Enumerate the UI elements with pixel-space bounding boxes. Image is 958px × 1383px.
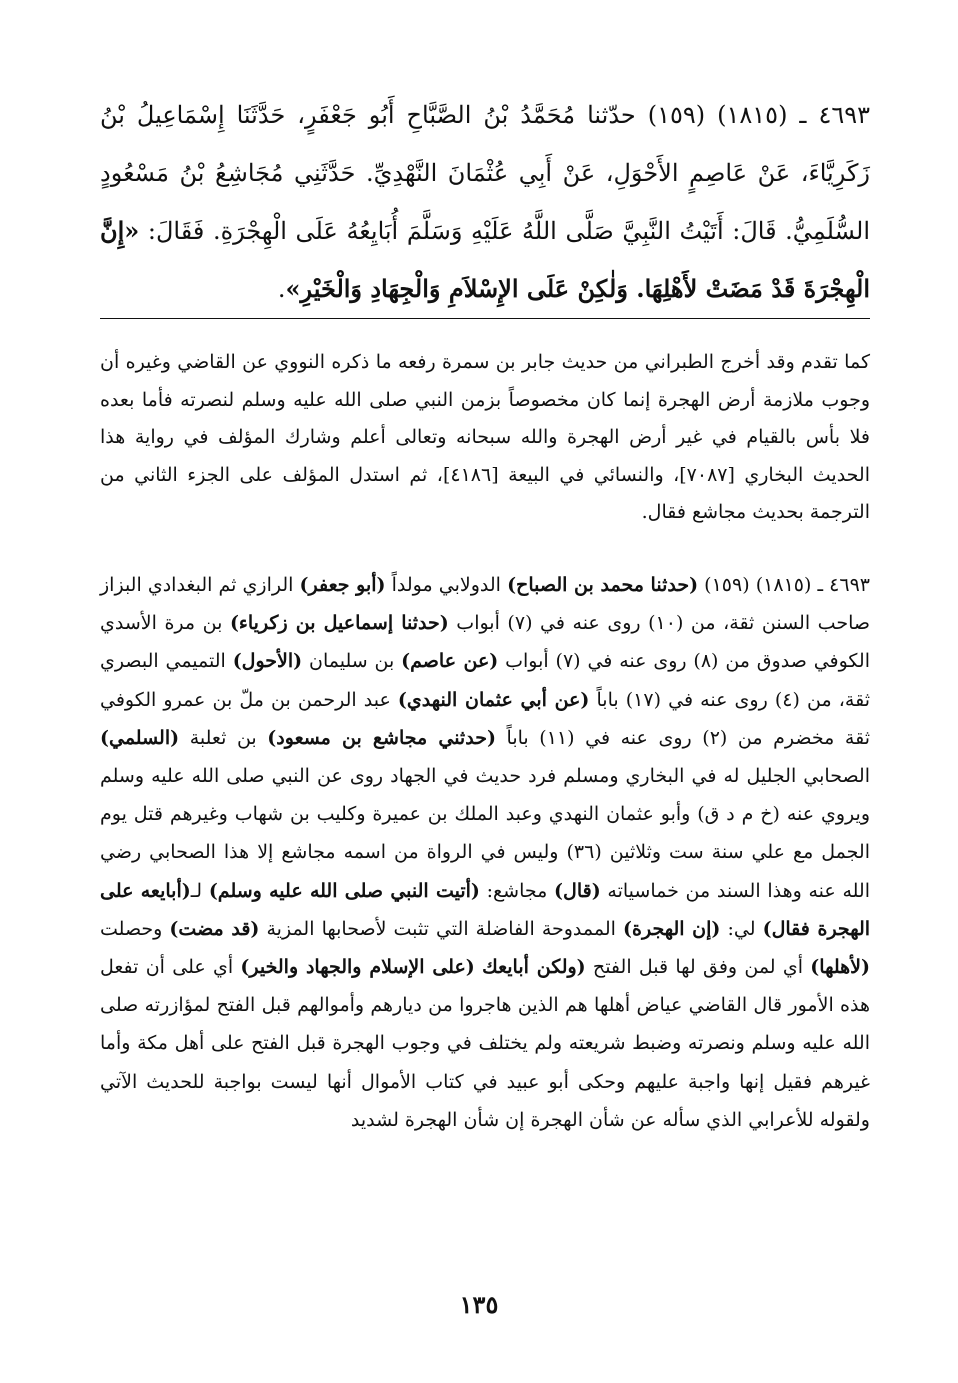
commentary-intro [100, 344, 870, 532]
commentary-part: (إن الهجرة) [623, 917, 721, 940]
commentary-intro-text: كما تقدم وقد أخرج الطبراني من حديث جابر بن سمرة رفعه ما ذكره النووي عن القاضي وغيره أن وجوب ملازمة أرض الهجرة إنما كان مخصوصاً بزمن النبي صلى الله عليه وسلم لنصرته فأما بعده فلا بأس بالقيام في غير أرض الهجرة والله سبحانه وتعالى أعلم وشارك المؤلف في رواية هذا الحديث البخاري [٧٠٨٧]، والنسائي في البيعة [٤١٨٦]، ثم استدل المؤلف على الجزء الثاني من الترجمة بحديث مجاشع فقال. [100, 351, 870, 523]
commentary-part: (لأهلها) [810, 956, 870, 979]
commentary-part: لي: [720, 917, 763, 940]
hadith-part: «إِنَّ الْهِجْرَةَ قَدْ مَضَتْ لأَهْلِهَا. وَلٰكِنْ عَلَى الإِسْلاَمِ وَالْجِهَادِ وَالْخَيْرِ» [100, 216, 870, 303]
commentary-part: الممدوحة الفاضلة التي تثبت لأصحابها المزية [259, 917, 624, 940]
commentary-part [475, 956, 482, 978]
commentary-part: الصحابي الجليل له في البخاري ومسلم فرد حديث في الجهاد روى عن النبي صلى الله عليه وسلم ويروي عنه (خ م د ق) وأبو عثمان النهدي وعبد الملك بن عميرة وكليب بن شهاب وغيرهم قتل يوم الجمل مع علي سنة ست وثلاثين (٣٦) وليس في الرواة من اسمه مجاشع إلا هذا الصحابي رضي الله عنه وهذا السند من خماسياته [100, 765, 870, 902]
separator-line [100, 318, 870, 319]
commentary-part: (أتيت النبي صلى الله عليه وسلم) [208, 879, 480, 902]
hadith-text [100, 86, 870, 318]
commentary-part: (الأحول) [232, 650, 303, 673]
commentary-part: أي لمن وفق لها قبل الفتح [585, 956, 811, 979]
commentary-part: (على الإسلام والجهاد والخير) [240, 956, 475, 979]
commentary-part: ٤٦٩٣ ـ (١٨١٥) (١٥٩) [698, 574, 870, 596]
commentary-part: بن ثعلبة [179, 726, 268, 749]
commentary-part: مجاشع: [479, 879, 555, 902]
commentary-part: (حدثنا محمد بن الصباح) [507, 574, 699, 596]
commentary-part: لـ [190, 879, 209, 902]
hadith-part: ٤٦٩٣ ـ (١٨١٥) (١٥٩) حدّثنا مُحَمَّدُ بْنُ الصَّبَّاحِ أَبُو جَعْفَرٍ، حَدَّثَنَا إِسْمَاعِيلُ بْنُ زَكَرِيَّاءَ، عَنْ عَاصِمٍ الأَحْوَلِ، عَنْ أَبِي عُثْمَانَ النَّهْدِيِّ. حَدَّثَنِي مُجَاشِعُ بْنُ مَسْعُودٍ السُّلَمِيُّ. قَالَ: أَتَيْتُ النَّبِيَّ صَلَّى اللَّهُ عَلَيْهِ وَسَلَّمَ أُبَايِعُهُ عَلَى الْهِجْرَةِ. فَقَالَ: [100, 101, 870, 245]
commentary-part: (السلمي) [100, 726, 180, 749]
commentary-part: (حدثني مجاشع بن مسعود) [267, 726, 496, 749]
commentary-part: (قد مضت) [169, 917, 260, 940]
commentary-part: عبد الرحمن بن ملّ بن عمرو الكوفي ثقة مخضرم من (٢) روى عنه في (١١) باباً [100, 688, 870, 749]
commentary-part: بن سليمان [302, 650, 402, 673]
commentary-part: (حدثنا إسماعيل بن زكرياء) [229, 612, 449, 635]
commentary-part: (ولكن أبايعك [482, 956, 586, 979]
commentary-part: (قال) [554, 879, 601, 902]
commentary-part: التميمي البصري ثقة، من (٤) روى عنه في (١٧) باباً [100, 650, 870, 711]
commentary-part: (عن أبي عثمان النهدي) [397, 688, 590, 711]
commentary-part: الدولابي مولداً [385, 574, 508, 596]
commentary-part: (أبو جعفر) [299, 574, 386, 596]
commentary-part: (أبايعه على الهجرة فقال) [100, 879, 871, 940]
commentary-part: (عن عاصم) [401, 650, 499, 673]
page-number: ١٣٥ [459, 1290, 499, 1319]
commentary-part: وحصلت [100, 917, 170, 940]
commentary-part: الرازي ثم البغدادي البزاز صاحب السنن ثقة، من (١٠) روى عنه في (٧) أبواب [100, 574, 870, 635]
hadith-part: . [277, 275, 286, 303]
commentary-main [100, 566, 870, 1139]
commentary-part: بن مرة الأسدي الكوفي صدوق من (٨) روى عنه في (٧) أبواب [100, 612, 870, 673]
commentary-part: أي على أن تفعل هذه الأمور قال القاضي عياض أهلها هم الذين هاجروا من ديارهم وأموالهم قبل الفتح لمؤازرته صلى الله عليه وسلم ونصرته وضبط شريعته ولم يختلف في وجوب الهجرة قبل الفتح على أهل مكة وأما غيرهم فقيل إنها واجبة عليهم وحكى أبو عبيد في كتاب الأموال أنها ليست بواجبة للحديث الآتي ولقوله للأعرابي الذي سأله عن شأن الهجرة إن شأن الهجرة لشديد [100, 956, 870, 1131]
